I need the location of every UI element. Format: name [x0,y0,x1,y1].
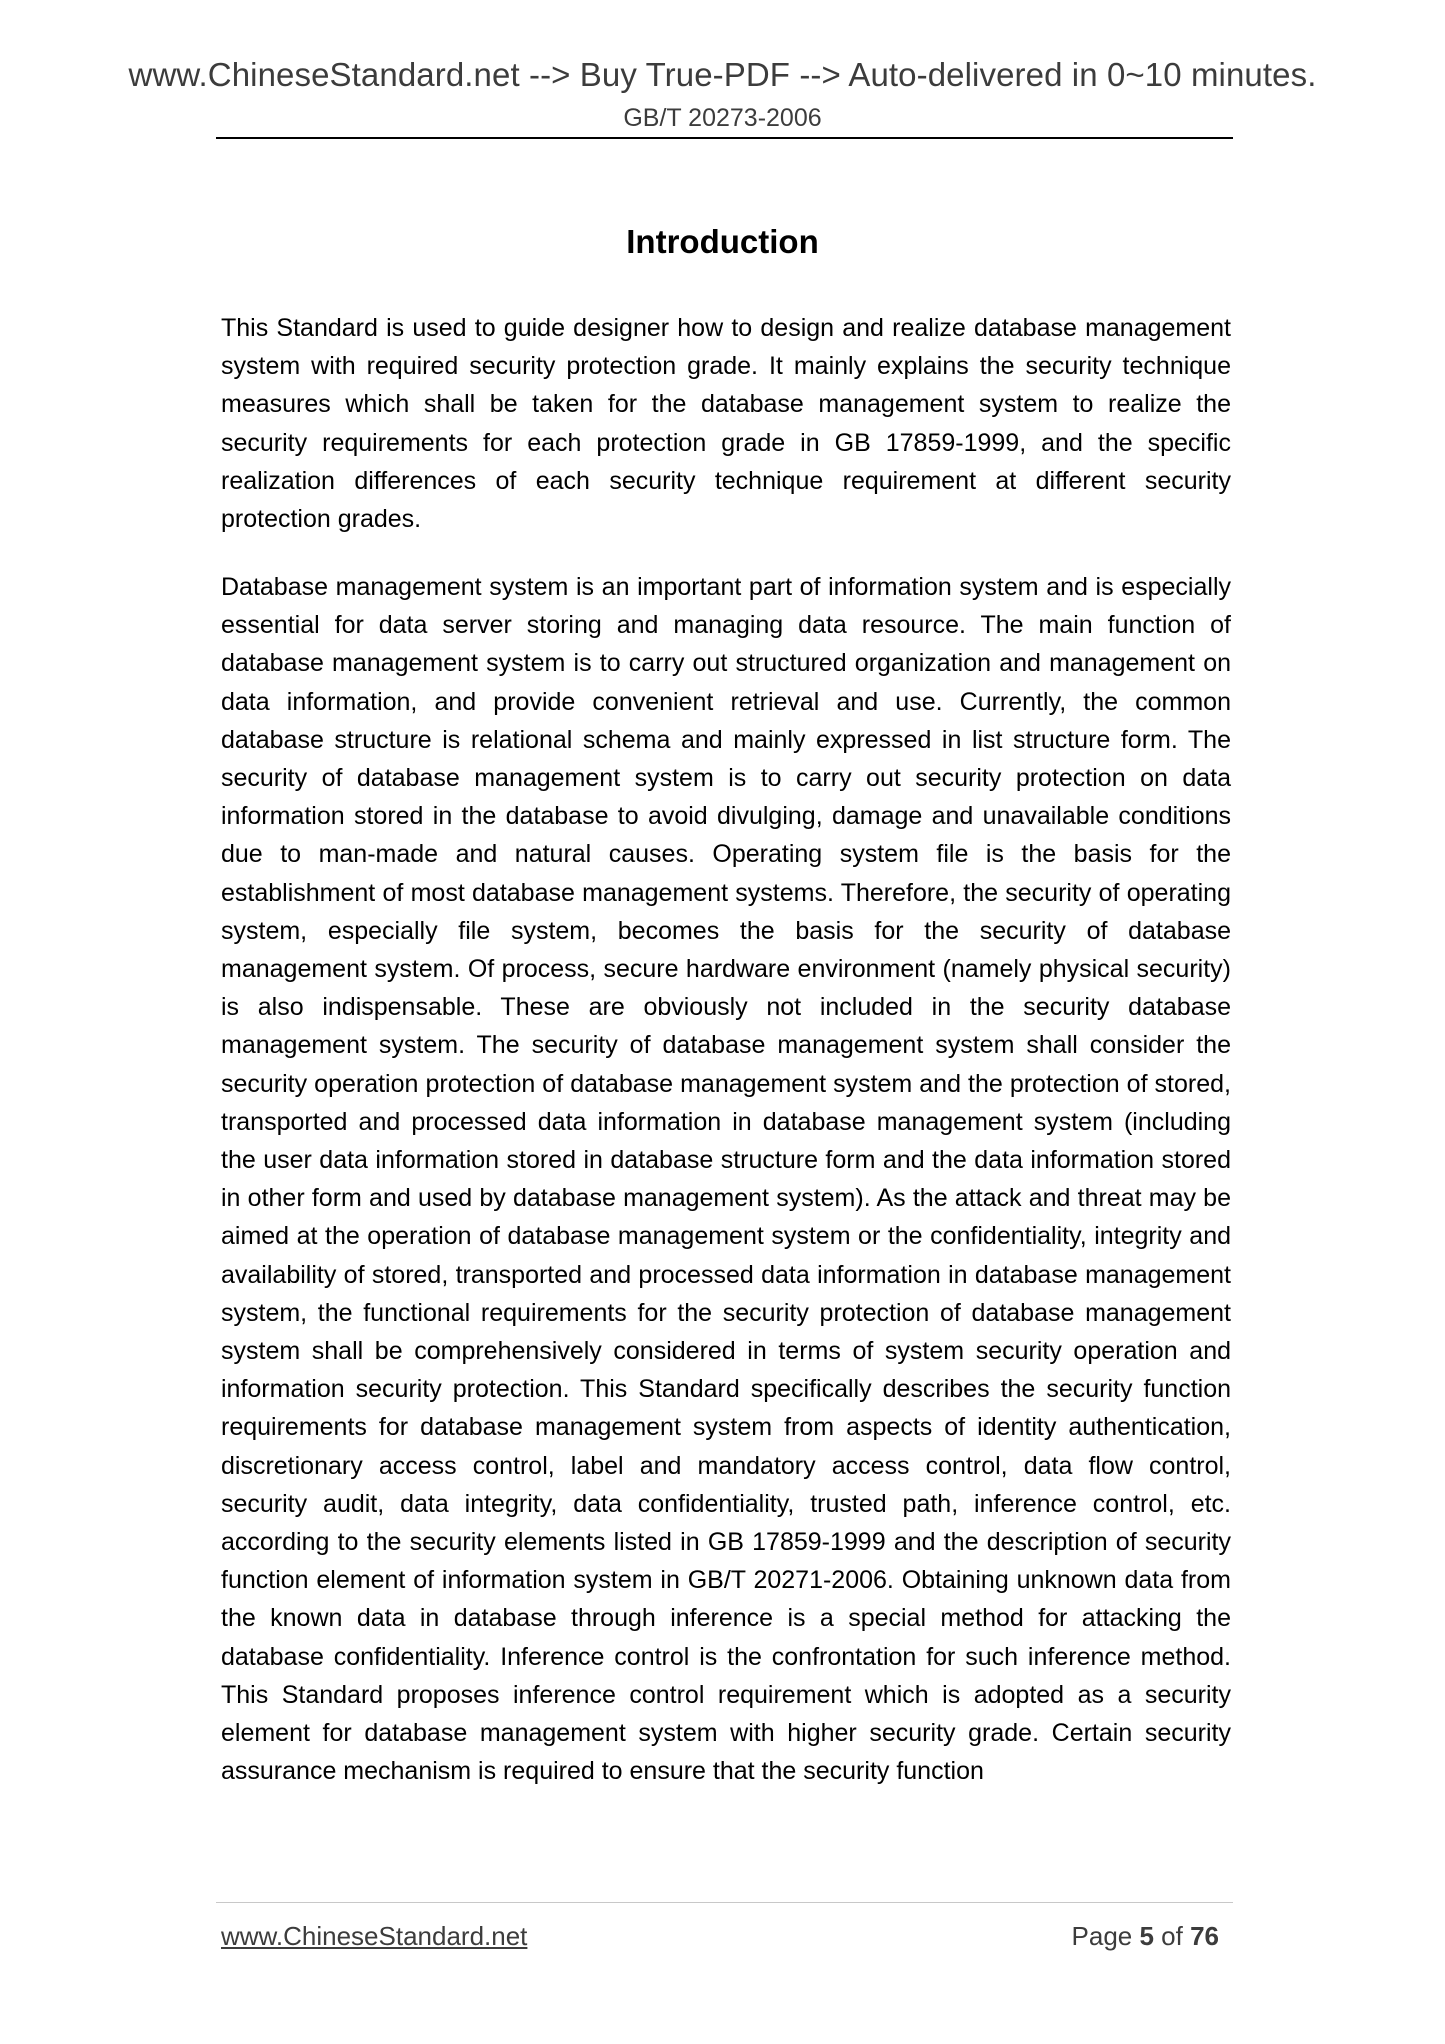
footer-divider [216,1902,1233,1903]
header-banner[interactable]: www.ChineseStandard.net --> Buy True-PDF --> Auto-delivered in 0~10 minutes. [128,56,1317,93]
header-divider [216,137,1233,139]
page-total: 76 [1190,1921,1219,1951]
page-separator: of [1153,1921,1191,1951]
standard-code: GB/T 20273-2006 [623,104,822,132]
paragraph-1: This Standard is used to guide designer how to design and realize database management system with required security protection grade. It mainly explains the security technique measures which shall be taken for the database management system to realize the security requirements for each protection grade in GB 17859-1999, and the specific realization differences of each security technique requirement at different security protection grades. [221,314,1231,534]
footer-site-link[interactable]: www.ChineseStandard.net [221,1921,528,1951]
page-current: 5 [1139,1921,1154,1951]
page-title: Introduction [626,223,819,260]
paragraph-2: Database management system is an important part of information system and is especially essential for data server storing and managing data resource. The main function of database management system is to carry out structured organization and management on data information, and provide convenient retrieval and use. Currently, the common database structure is relational schema and mainly expressed in list structure form. The security of database management system is to carry out security protection on data information stored in the database to avoid divulging, damage and unavailable conditions due to man-made and natural causes. Operating system file is the basis for the establishment of most database management systems. Therefore, the security of operating system, especially file system, becomes the basis for the security of database management system. Of process, secure hardware environment (namely physical security) is also indispensable. These are obviously not included in the security database management system. The security of database management system shall consider the security operation protection of database management system and the protection of stored, transported and processed data information in database management system (including the user data information stored in database structure form and the data information stored in other form and used by database management system). As the attack and threat may be aimed at the operation of database management system or the confidentiality, integrity and availability of stored, transported and processed data information in database management system, the functional requirements for the security protection of database management system shall be comprehensively considered in terms of system security operation and information security protection. This Standard specifically describes the security function requirements for database management system from aspects of identity authentication, discretionary access control, label and mandatory access control, data flow control, security audit, data integrity, data confidentiality, trusted path, inference control, etc. according to the security elements listed in GB 17859-1999 and the description of security function element of information system in GB/T 20271-2006. Obtaining unknown data from the known data in database through inference is a special method for attacking the database confidentiality. Inference control is the confrontation for such inference method. This Standard proposes inference control requirement which is adopted as a security element for database management system with higher security grade. Certain security assurance mechanism is required to ensure that the security function [221,573,1231,1786]
page-prefix: Page [1071,1921,1140,1951]
page-number [1072,1921,1219,1952]
